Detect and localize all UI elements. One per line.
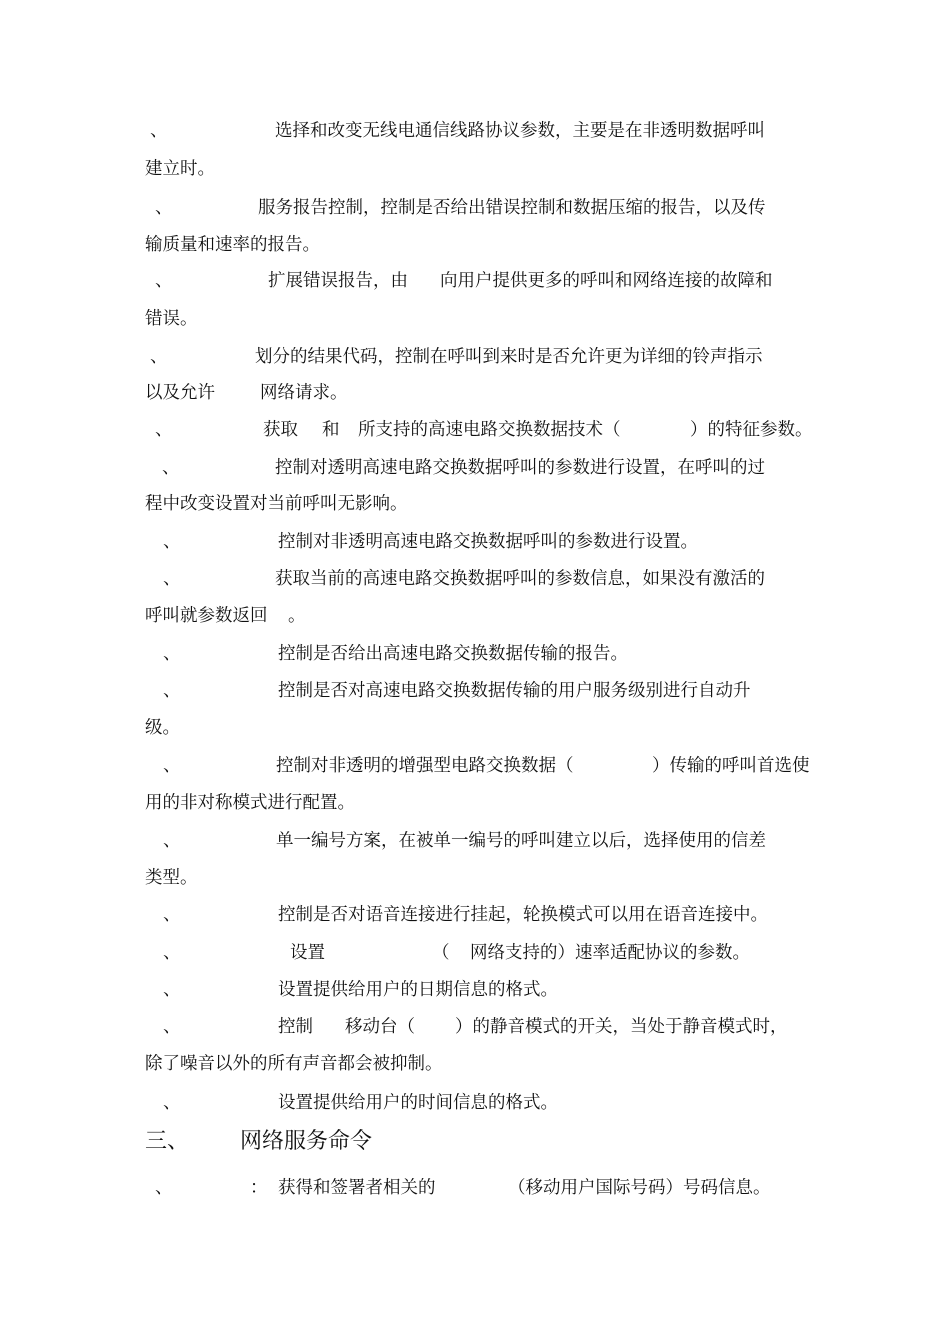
text-line-segment: 、 (155, 1178, 173, 1198)
text-line-segment: 、 (150, 347, 168, 367)
text-line-segment: 、 (155, 198, 173, 218)
text-line-segment: 网络请求。 (260, 383, 348, 403)
text-line-segment: （ (432, 943, 450, 963)
text-line-segment: 所支持的高速电路交换数据技术（ (358, 420, 621, 440)
text-line-segment: 用的非对称模式进行配置。 (145, 793, 355, 813)
text-line-segment: 。 (288, 606, 306, 626)
section-heading: 三、 (145, 1129, 190, 1154)
text-line-segment: 控制 (278, 1017, 313, 1037)
text-line-segment: 、 (162, 458, 180, 478)
text-line-segment: 选择和改变无线电通信线路协议参数，主要是在非透明数据呼叫 (275, 121, 765, 141)
text-line-segment: 控制对非透明的增强型电路交换数据（ (276, 756, 574, 776)
text-line-segment: 、 (163, 532, 181, 552)
section-heading: 网络服务命令 (240, 1129, 373, 1154)
text-line-segment: 以及允许 (145, 383, 215, 403)
text-line-segment: 、 (163, 756, 181, 776)
text-line-segment: 控制对非透明高速电路交换数据呼叫的参数进行设置。 (278, 532, 698, 552)
text-line-segment: 呼叫就参数返回 (145, 606, 268, 626)
text-line-segment: 、 (163, 1093, 181, 1113)
text-line-segment: 类型。 (145, 868, 198, 888)
text-line-segment: 设置 (290, 943, 325, 963)
text-line-segment: ： (250, 1178, 268, 1198)
text-line-segment: 、 (155, 271, 173, 291)
text-line-segment: 、 (163, 644, 181, 664)
text-line-segment: 单一编号方案，在被单一编号的呼叫建立以后，选择使用的信差 (276, 831, 766, 851)
text-line-segment: 、 (163, 943, 181, 963)
text-line-segment: 控制是否对语音连接进行挂起，轮换模式可以用在语音连接中。 (278, 905, 768, 925)
text-line-segment: ）传输的呼叫首选使 (652, 756, 810, 776)
text-line-segment: 控制是否对高速电路交换数据传输的用户服务级别进行自动升 (278, 681, 751, 701)
text-line-segment: （移动用户国际号码）号码信息。 (508, 1178, 771, 1198)
text-line-segment: 获得和签署者相关的 (278, 1178, 436, 1198)
text-line-segment: 获取 (263, 420, 298, 440)
text-line-segment: 和 (322, 420, 340, 440)
text-line-segment: 、 (163, 681, 181, 701)
text-line-segment: 错误。 (145, 309, 198, 329)
text-line-segment: ）的特征参数。 (690, 420, 813, 440)
text-line-segment: 向用户提供更多的呼叫和网络连接的故障和 (440, 271, 773, 291)
text-line-segment: 、 (163, 831, 181, 851)
text-line-segment: 划分的结果代码，控制在呼叫到来时是否允许更为详细的铃声指示 (255, 347, 763, 367)
text-line-segment: 、 (163, 569, 181, 589)
text-line-segment: 、 (150, 121, 168, 141)
text-line-segment: 网络支持的）速率适配协议的参数。 (470, 943, 750, 963)
text-line-segment: 级。 (145, 718, 180, 738)
text-line-segment: 除了噪音以外的所有声音都会被抑制。 (145, 1054, 443, 1074)
text-line-segment: 、 (163, 905, 181, 925)
text-line-segment: 、 (155, 420, 173, 440)
text-line-segment: 获取当前的高速电路交换数据呼叫的参数信息，如果没有激活的 (275, 569, 765, 589)
text-line-segment: 设置提供给用户的日期信息的格式。 (278, 980, 558, 1000)
text-line-segment: 程中改变设置对当前呼叫无影响。 (145, 494, 408, 514)
text-line-segment: 输质量和速率的报告。 (145, 235, 320, 255)
text-line-segment: 扩展错误报告，由 (268, 271, 408, 291)
text-line-segment: 、 (163, 1017, 181, 1037)
text-line-segment: 设置提供给用户的时间信息的格式。 (278, 1093, 558, 1113)
text-line-segment: 控制对透明高速电路交换数据呼叫的参数进行设置，在呼叫的过 (275, 458, 765, 478)
text-line-segment: 、 (163, 980, 181, 1000)
text-line-segment: 移动台（ (345, 1017, 415, 1037)
text-line-segment: ）的静音模式的开关，当处于静音模式时， (455, 1017, 788, 1037)
text-line-segment: 服务报告控制，控制是否给出错误控制和数据压缩的报告，以及传 (258, 198, 766, 218)
text-line-segment: 控制是否给出高速电路交换数据传输的报告。 (278, 644, 628, 664)
text-line-segment: 建立时。 (145, 159, 215, 179)
